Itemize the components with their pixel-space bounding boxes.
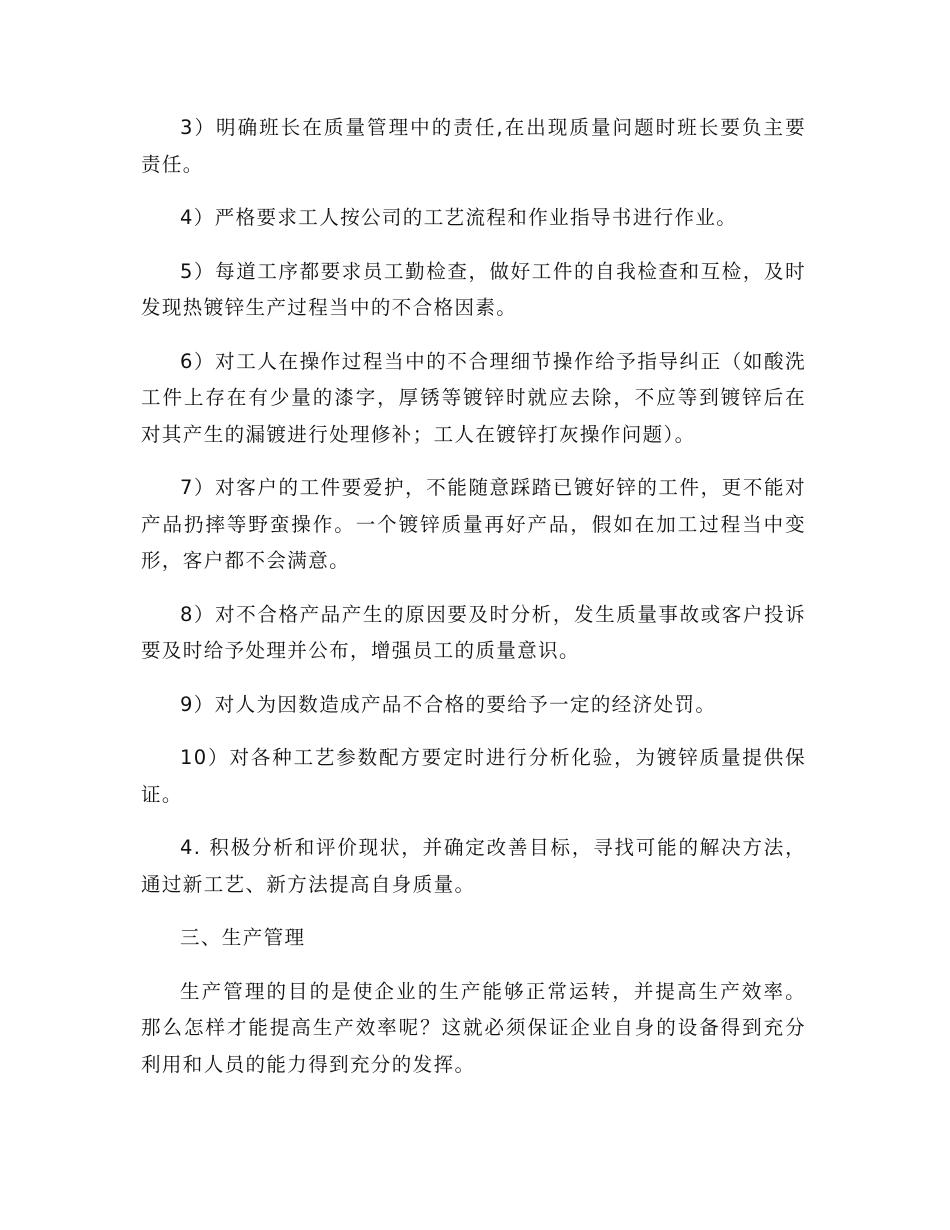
paragraph-item-7: 7）对客户的工件要爱护，不能随意踩踏已镀好锌的工件，更不能对产品扔摔等野蛮操作。一个镀锌质量再好产品，假如在加工过程当中变形，客户都不会满意。: [141, 476, 806, 572]
paragraph-item-6: 6）对工人在操作过程当中的不合理细节操作给予指导纠正（如酸洗工件上存在有少量的漆字，厚锈等镀锌时就应去除，不应等到镀锌后在对其产生的漏镀进行处理修补；工人在镀锌打灰操作问题）。: [141, 349, 806, 446]
paragraph-item-10: 10）对各种工艺参数配方要定时进行分析化验，为镀锌质量提供保证。: [141, 746, 806, 806]
paragraph-item-5: 5）每道工序都要求员工勤检查，做好工件的自我检查和互检，及时发现热镀锌生产过程当中的不合格因素。: [141, 259, 806, 319]
paragraph-production-intro: 生产管理的目的是使企业的生产能够正常运转，并提高生产效率。那么怎样才能提高生产效率呢？这就必须保证企业自身的设备得到充分利用和人员的能力得到充分的发挥。: [141, 979, 806, 1076]
document-body: [141, 110, 806, 1100]
paragraph-item-9: 9）对人为因数造成产品不合格的要给予一定的经济处罚。: [180, 692, 717, 716]
paragraph-item-3: 3）明确班长在质量管理中的责任,在出现质量问题时班长要负主要责任。: [141, 116, 806, 176]
paragraph-item-4: 4）严格要求工人按公司的工艺流程和作业指导书进行作业。: [180, 206, 738, 229]
paragraph-section-4: 4. 积极分析和评价现状，并确定改善目标，寻找可能的解决方法，通过新工艺、新方法提高自身质量。: [141, 836, 806, 896]
section-heading-production-management: 三、生产管理: [180, 926, 306, 949]
paragraph-item-8: 8）对不合格产品产生的原因要及时分析，发生质量事故或客户投诉要及时给予处理并公布，增强员工的质量意识。: [141, 602, 806, 662]
